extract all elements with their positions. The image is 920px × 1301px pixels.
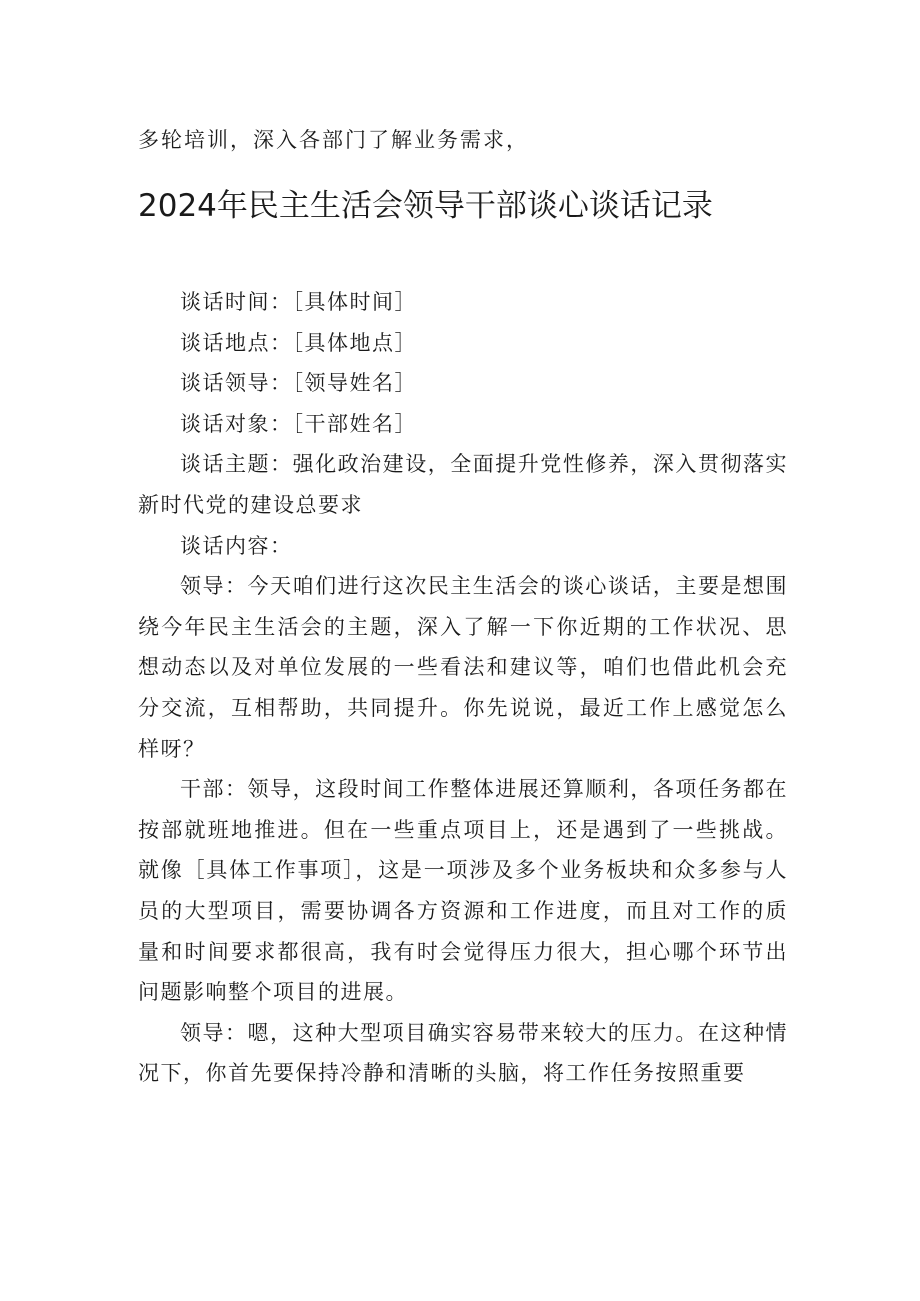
talk-content-label: 谈话内容： bbox=[180, 533, 293, 558]
talk-place: 谈话地点：［具体地点］ bbox=[180, 330, 417, 355]
talk-leader: 谈话领导：［领导姓名］ bbox=[180, 371, 417, 396]
talk-time: 谈话时间：［具体时间］ bbox=[180, 290, 417, 314]
continuation-text: 多轮培训，深入各部门了解业务需求， bbox=[138, 128, 529, 152]
dialogue-paragraph: 干部：领导，这段时间工作整体进展还算顺利，各项任务都在按部就班地推进。但在一些重点项目上，还是遇到了一些挑战。就像［具体工作事项］，这是一项涉及多个业务板块和众多参与人员的大型项目，需要协调各方资源和工作进度，而且对工作的质量和时间要求都很高，我有时会觉得压力很大，担心哪个环节出问题影响整个项目的进展。 bbox=[138, 777, 788, 1005]
document-body bbox=[138, 282, 788, 1094]
talk-topic: 谈话主题：强化政治建设，全面提升党性修养，深入贯彻落实新时代党的建设总要求 bbox=[138, 452, 788, 517]
dialogue-paragraph: 领导：嗯，这种大型项目确实容易带来较大的压力。在这种情况下，你首先要保持冷静和清晰的头脑，将工作任务按照重要 bbox=[138, 1020, 788, 1086]
talk-cadre: 谈话对象：［干部姓名］ bbox=[180, 411, 417, 436]
dialogue-paragraph: 领导：今天咱们进行这次民主生活会的谈心谈话，主要是想围绕今年民主生活会的主题，深入了解一下你近期的工作状况、思想动态以及对单位发展的一些看法和建议等，咱们也借此机会充分交流，互相帮助，共同提升。你先说说，最近工作上感觉怎么样呀？ bbox=[138, 574, 788, 761]
document-title: 2024年民主生活会领导干部谈心谈话记录 bbox=[138, 188, 713, 224]
